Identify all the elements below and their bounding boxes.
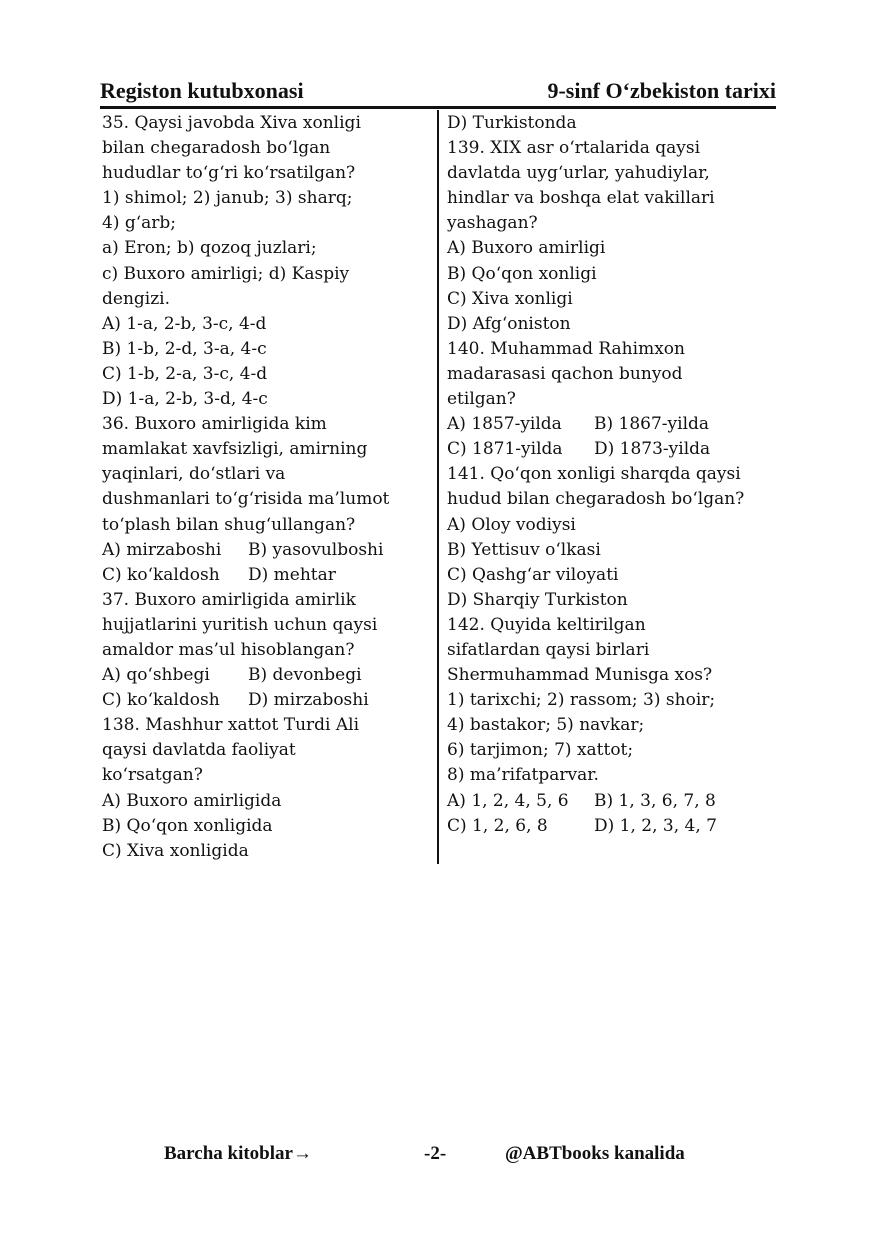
question-text-line: davlatda uyg‘urlar, yahudiylar, [447, 163, 710, 184]
answer-option-a: A) mirzaboshi [102, 539, 222, 560]
question-text-line: yaqinlari, do‘stlari va [102, 464, 286, 485]
question-text-line: madarasasi qachon bunyod [447, 363, 683, 384]
answer-option-d: D) Turkistonda [447, 113, 577, 133]
column-divider [437, 110, 439, 864]
answer-option-a: A) 1857-yilda [447, 414, 562, 435]
answer-option-c: C) 1871-yilda [447, 439, 563, 460]
answer-row [102, 563, 432, 588]
question-text-line: bilan chegaradosh bo‘lgan [102, 138, 331, 159]
answer-option-a: A) Oloy vodiysi [447, 514, 576, 535]
left-column [102, 111, 432, 864]
footer-channel: @ABTbooks kanalida [505, 1143, 685, 1164]
answer-option-d: D) 1-a, 2-b, 3-d, 4-c [102, 389, 268, 410]
question-141 [447, 462, 777, 613]
answer-option-a: A) 1, 2, 4, 5, 6 [447, 790, 569, 811]
answer-row [447, 437, 777, 462]
answer-row [447, 412, 777, 437]
question-text-line: 8) ma’rifatparvar. [447, 765, 599, 786]
question-text-line: 35. Qaysi javobda Xiva xonligi [102, 113, 361, 133]
question-text-line: qaysi davlatda faoliyat [102, 740, 296, 761]
question-text-line: mamlakat xavfsizligi, amirning [102, 439, 368, 460]
question-text-line: hujjatlarini yuritish uchun qaysi [102, 614, 378, 635]
answer-option-d: D) mirzaboshi [248, 690, 369, 711]
page-footer [0, 1143, 875, 1169]
answer-option-a: A) qo‘shbegi [102, 665, 210, 686]
question-text-line: c) Buxoro amirligi; d) Kaspiy [102, 263, 350, 284]
header-left-title: Registon kutubxonasi [100, 78, 304, 103]
question-142 [447, 613, 777, 839]
answer-option-b: B) Yettisuv o‘lkasi [447, 539, 601, 560]
question-140 [447, 337, 777, 462]
question-text-line: hududlar to‘g‘ri ko‘rsatilgan? [102, 163, 356, 184]
question-text-line: ko‘rsatgan? [102, 765, 203, 786]
question-text-line: hudud bilan chegaradosh bo‘lgan? [447, 489, 745, 510]
answer-option-d: D) Afg‘oniston [447, 313, 571, 334]
question-text-line: 138. Mashhur xattot Turdi Ali [102, 715, 360, 736]
answer-option-d: D) 1, 2, 3, 4, 7 [594, 815, 717, 836]
question-text-line: 4) bastakor; 5) navkar; [447, 715, 645, 736]
answer-option-c: C) Xiva xonligida [102, 840, 249, 861]
answer-option-a: A) 1-a, 2-b, 3-c, 4-d [102, 313, 267, 334]
answer-option-a: A) Buxoro amirligida [102, 790, 282, 811]
answer-option-c: C) ko‘kaldosh [102, 564, 220, 585]
question-text-line: 6) tarjimon; 7) xattot; [447, 740, 634, 761]
question-138 [102, 713, 432, 864]
answer-option-a: A) Buxoro amirligi [447, 238, 606, 259]
answer-option-b: B) devonbegi [248, 665, 362, 686]
question-35 [102, 111, 432, 412]
right-column [447, 111, 777, 839]
answer-option-b: B) 1-b, 2-d, 3-a, 4-c [102, 338, 267, 359]
answer-option-c: C) Qashg‘ar viloyati [447, 564, 619, 585]
question-text-line: 1) shimol; 2) janub; 3) sharq; [102, 188, 353, 209]
question-37 [102, 588, 432, 713]
answer-option-b: B) yasovulboshi [248, 539, 384, 560]
question-text-line: 36. Buxoro amirligida kim [102, 414, 327, 435]
question-text-line: hindlar va boshqa elat vakillari [447, 188, 715, 209]
question-text-line: Shermuhammad Munisga xos? [447, 665, 713, 686]
question-text-line: 1) tarixchi; 2) rassom; 3) shoir; [447, 690, 716, 711]
answer-option-b: B) Qo‘qon xonligi [447, 263, 597, 284]
answer-row [102, 663, 432, 688]
question-text-line: amaldor mas’ul hisoblangan? [102, 639, 355, 660]
answer-row [447, 814, 777, 839]
page-number: -2- [424, 1143, 447, 1164]
question-139 [447, 136, 777, 337]
answer-row [447, 789, 777, 814]
question-text-line: dengizi. [102, 288, 171, 309]
answer-option-c: C) 1, 2, 6, 8 [447, 815, 548, 836]
question-text-line: sifatlardan qaysi birlari [447, 639, 650, 660]
answer-option-b: B) 1867-yilda [594, 414, 710, 435]
answer-option-c: C) ko‘kaldosh [102, 690, 220, 711]
answer-option-d: D) mehtar [248, 564, 336, 585]
question-text-line: to‘plash bilan shug‘ullangan? [102, 514, 356, 535]
answer-row [102, 538, 432, 563]
answer-option-b: B) Qo‘qon xonligida [102, 815, 273, 836]
question-text-line: 37. Buxoro amirligida amirlik [102, 589, 356, 610]
question-text-line: 140. Muhammad Rahimxon [447, 338, 685, 359]
footer-books-link: Barcha kitoblar→ [164, 1143, 312, 1164]
question-text-line: 141. Qo‘qon xonligi sharqda qaysi [447, 464, 741, 485]
answer-option-d: D) Sharqiy Turkiston [447, 589, 628, 610]
question-text-line: yashagan? [447, 213, 538, 234]
answer-option-c: C) 1-b, 2-a, 3-c, 4-d [102, 363, 268, 384]
answer-row [102, 688, 432, 713]
answer-option-c: C) Xiva xonligi [447, 288, 573, 309]
question-36 [102, 412, 432, 588]
page-header [100, 74, 776, 109]
question-text-line: etilgan? [447, 389, 516, 410]
question-text-line: 139. XIX asr o‘rtalarida qaysi [447, 138, 701, 159]
question-text-line: 142. Quyida keltirilgan [447, 614, 646, 635]
answer-option-d: D) 1873-yilda [594, 439, 711, 460]
header-right-title: 9-sinf O‘zbekiston tarixi [547, 78, 776, 103]
question-text-line: 4) g‘arb; [102, 213, 177, 234]
question-text-line: dushmanlari to‘g‘risida ma’lumot [102, 489, 390, 510]
question-text-line: a) Eron; b) qozoq juzlari; [102, 238, 317, 259]
answer-option-b: B) 1, 3, 6, 7, 8 [594, 790, 716, 811]
